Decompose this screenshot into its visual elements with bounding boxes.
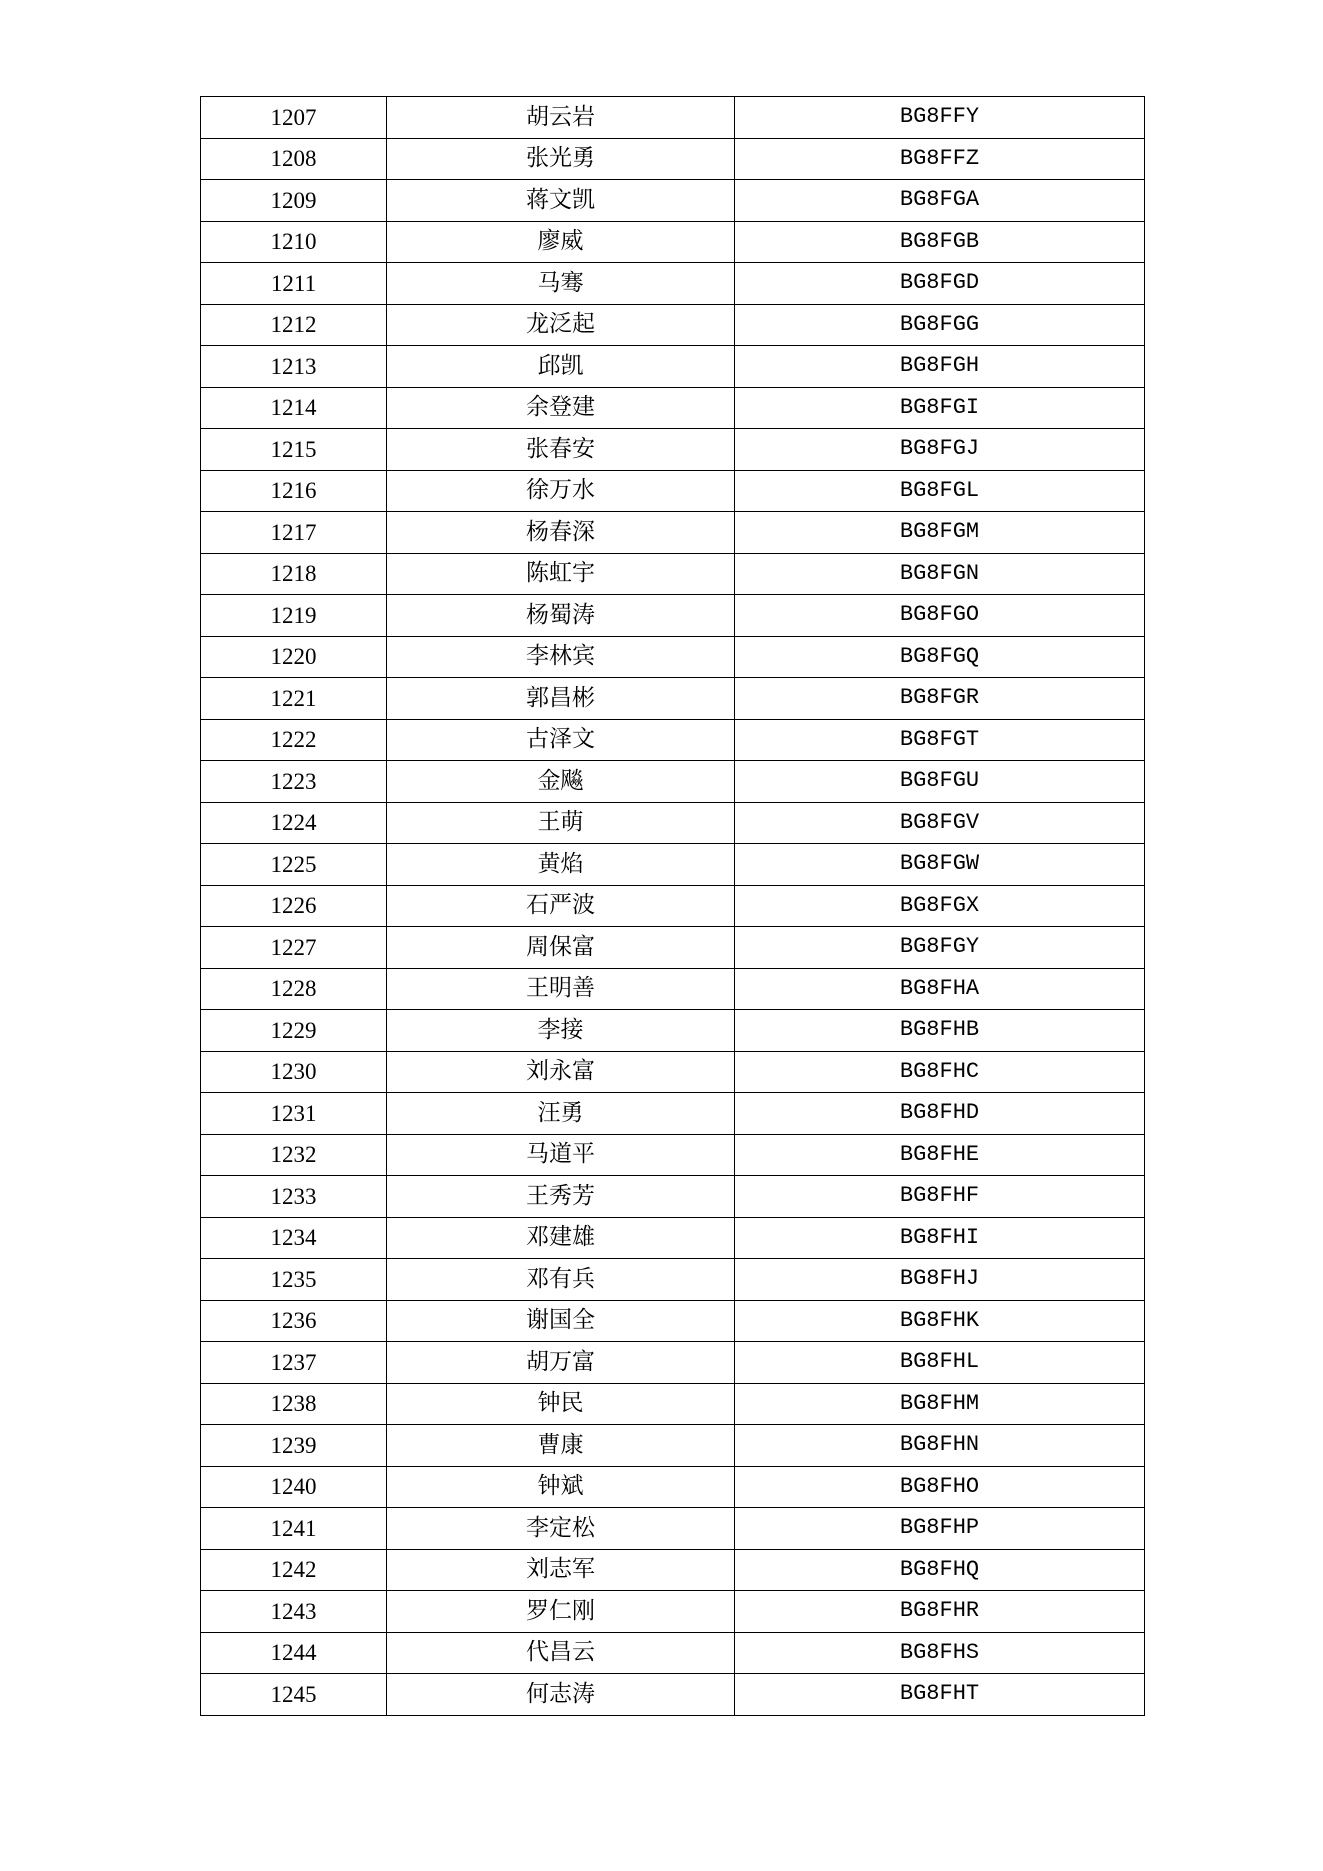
serial-number-cell: 1224	[201, 802, 387, 844]
name-cell: 马骞	[387, 263, 735, 305]
serial-number-cell: 1216	[201, 470, 387, 512]
table-row	[201, 387, 1145, 429]
callsign-table	[200, 96, 1145, 1716]
serial-number-cell: 1217	[201, 512, 387, 554]
serial-number-cell: 1232	[201, 1134, 387, 1176]
table-row	[201, 1674, 1145, 1716]
name-cell: 王明善	[387, 968, 735, 1010]
callsign-cell: BG8FGI	[735, 387, 1145, 429]
table-row	[201, 1217, 1145, 1259]
name-cell: 钟民	[387, 1383, 735, 1425]
serial-number-cell: 1237	[201, 1342, 387, 1384]
callsign-cell: BG8FGA	[735, 180, 1145, 222]
table-row	[201, 263, 1145, 305]
table-row	[201, 180, 1145, 222]
name-cell: 李林宾	[387, 636, 735, 678]
name-cell: 蒋文凯	[387, 180, 735, 222]
table-row	[201, 1010, 1145, 1052]
name-cell: 胡万富	[387, 1342, 735, 1384]
callsign-cell: BG8FFY	[735, 97, 1145, 139]
name-cell: 刘永富	[387, 1051, 735, 1093]
table-row	[201, 1466, 1145, 1508]
callsign-cell: BG8FHB	[735, 1010, 1145, 1052]
name-cell: 古泽文	[387, 719, 735, 761]
serial-number-cell: 1223	[201, 761, 387, 803]
serial-number-cell: 1213	[201, 346, 387, 388]
serial-number-cell: 1226	[201, 885, 387, 927]
name-cell: 马道平	[387, 1134, 735, 1176]
table-row	[201, 1591, 1145, 1633]
serial-number-cell: 1236	[201, 1300, 387, 1342]
table-row	[201, 719, 1145, 761]
table-row	[201, 802, 1145, 844]
callsign-cell: BG8FGX	[735, 885, 1145, 927]
table-row	[201, 138, 1145, 180]
name-cell: 余登建	[387, 387, 735, 429]
name-cell: 陈虹宇	[387, 553, 735, 595]
name-cell: 刘志军	[387, 1549, 735, 1591]
name-cell: 邓有兵	[387, 1259, 735, 1301]
callsign-cell: BG8FFZ	[735, 138, 1145, 180]
callsign-cell: BG8FGG	[735, 304, 1145, 346]
serial-number-cell: 1228	[201, 968, 387, 1010]
callsign-cell: BG8FHO	[735, 1466, 1145, 1508]
table-row	[201, 927, 1145, 969]
callsign-cell: BG8FHT	[735, 1674, 1145, 1716]
table-row	[201, 304, 1145, 346]
name-cell: 何志涛	[387, 1674, 735, 1716]
callsign-cell: BG8FHA	[735, 968, 1145, 1010]
serial-number-cell: 1241	[201, 1508, 387, 1550]
table-row	[201, 1093, 1145, 1135]
table-row	[201, 678, 1145, 720]
serial-number-cell: 1239	[201, 1425, 387, 1467]
serial-number-cell: 1240	[201, 1466, 387, 1508]
serial-number-cell: 1231	[201, 1093, 387, 1135]
serial-number-cell: 1233	[201, 1176, 387, 1218]
callsign-cell: BG8FGD	[735, 263, 1145, 305]
callsign-cell: BG8FGW	[735, 844, 1145, 886]
table-row	[201, 885, 1145, 927]
table-row	[201, 512, 1145, 554]
name-cell: 张光勇	[387, 138, 735, 180]
callsign-cell: BG8FHE	[735, 1134, 1145, 1176]
serial-number-cell: 1242	[201, 1549, 387, 1591]
name-cell: 黄焰	[387, 844, 735, 886]
callsign-cell: BG8FGU	[735, 761, 1145, 803]
serial-number-cell: 1220	[201, 636, 387, 678]
table-row	[201, 1425, 1145, 1467]
table-row	[201, 636, 1145, 678]
callsign-cell: BG8FHS	[735, 1632, 1145, 1674]
table-row	[201, 1051, 1145, 1093]
serial-number-cell: 1211	[201, 263, 387, 305]
serial-number-cell: 1225	[201, 844, 387, 886]
callsign-cell: BG8FGT	[735, 719, 1145, 761]
table-row	[201, 1134, 1145, 1176]
name-cell: 李接	[387, 1010, 735, 1052]
callsign-cell: BG8FHN	[735, 1425, 1145, 1467]
serial-number-cell: 1245	[201, 1674, 387, 1716]
name-cell: 谢国全	[387, 1300, 735, 1342]
table-row	[201, 1632, 1145, 1674]
callsign-cell: BG8FGQ	[735, 636, 1145, 678]
callsign-cell: BG8FHJ	[735, 1259, 1145, 1301]
callsign-cell: BG8FGM	[735, 512, 1145, 554]
callsign-cell: BG8FGB	[735, 221, 1145, 263]
callsign-cell: BG8FGY	[735, 927, 1145, 969]
table-row	[201, 470, 1145, 512]
callsign-cell: BG8FHI	[735, 1217, 1145, 1259]
name-cell: 金飚	[387, 761, 735, 803]
table-row	[201, 97, 1145, 139]
table-row	[201, 1300, 1145, 1342]
callsign-cell: BG8FHD	[735, 1093, 1145, 1135]
name-cell: 邓建雄	[387, 1217, 735, 1259]
table-row	[201, 1342, 1145, 1384]
table-row	[201, 1549, 1145, 1591]
callsign-cell: BG8FHF	[735, 1176, 1145, 1218]
serial-number-cell: 1209	[201, 180, 387, 222]
name-cell: 钟斌	[387, 1466, 735, 1508]
serial-number-cell: 1210	[201, 221, 387, 263]
name-cell: 周保富	[387, 927, 735, 969]
table-row	[201, 844, 1145, 886]
table-row	[201, 1259, 1145, 1301]
name-cell: 王萌	[387, 802, 735, 844]
table-row	[201, 1176, 1145, 1218]
name-cell: 郭昌彬	[387, 678, 735, 720]
serial-number-cell: 1212	[201, 304, 387, 346]
serial-number-cell: 1230	[201, 1051, 387, 1093]
serial-number-cell: 1219	[201, 595, 387, 637]
serial-number-cell: 1222	[201, 719, 387, 761]
table-row	[201, 761, 1145, 803]
callsign-cell: BG8FHR	[735, 1591, 1145, 1633]
callsign-cell: BG8FGV	[735, 802, 1145, 844]
callsign-cell: BG8FHM	[735, 1383, 1145, 1425]
table-row	[201, 595, 1145, 637]
callsign-cell: BG8FGL	[735, 470, 1145, 512]
serial-number-cell: 1243	[201, 1591, 387, 1633]
serial-number-cell: 1208	[201, 138, 387, 180]
serial-number-cell: 1234	[201, 1217, 387, 1259]
table-row	[201, 221, 1145, 263]
name-cell: 李定松	[387, 1508, 735, 1550]
name-cell: 龙泛起	[387, 304, 735, 346]
callsign-cell: BG8FGJ	[735, 429, 1145, 471]
table-row	[201, 968, 1145, 1010]
serial-number-cell: 1227	[201, 927, 387, 969]
table-row	[201, 553, 1145, 595]
name-cell: 王秀芳	[387, 1176, 735, 1218]
table-row	[201, 346, 1145, 388]
callsign-cell: BG8FHC	[735, 1051, 1145, 1093]
callsign-cell: BG8FGO	[735, 595, 1145, 637]
name-cell: 汪勇	[387, 1093, 735, 1135]
serial-number-cell: 1218	[201, 553, 387, 595]
table-row	[201, 1508, 1145, 1550]
name-cell: 石严波	[387, 885, 735, 927]
callsign-cell: BG8FHQ	[735, 1549, 1145, 1591]
name-cell: 胡云岩	[387, 97, 735, 139]
name-cell: 杨春深	[387, 512, 735, 554]
callsign-table-body	[201, 97, 1145, 1716]
name-cell: 杨蜀涛	[387, 595, 735, 637]
table-row	[201, 429, 1145, 471]
serial-number-cell: 1229	[201, 1010, 387, 1052]
serial-number-cell: 1221	[201, 678, 387, 720]
name-cell: 张春安	[387, 429, 735, 471]
serial-number-cell: 1214	[201, 387, 387, 429]
callsign-cell: BG8FHP	[735, 1508, 1145, 1550]
name-cell: 廖威	[387, 221, 735, 263]
table-row	[201, 1383, 1145, 1425]
name-cell: 徐万水	[387, 470, 735, 512]
serial-number-cell: 1238	[201, 1383, 387, 1425]
callsign-cell: BG8FGN	[735, 553, 1145, 595]
serial-number-cell: 1235	[201, 1259, 387, 1301]
serial-number-cell: 1215	[201, 429, 387, 471]
callsign-cell: BG8FHL	[735, 1342, 1145, 1384]
serial-number-cell: 1244	[201, 1632, 387, 1674]
name-cell: 代昌云	[387, 1632, 735, 1674]
callsign-cell: BG8FGH	[735, 346, 1145, 388]
serial-number-cell: 1207	[201, 97, 387, 139]
name-cell: 罗仁刚	[387, 1591, 735, 1633]
name-cell: 邱凯	[387, 346, 735, 388]
callsign-cell: BG8FGR	[735, 678, 1145, 720]
name-cell: 曹康	[387, 1425, 735, 1467]
callsign-cell: BG8FHK	[735, 1300, 1145, 1342]
